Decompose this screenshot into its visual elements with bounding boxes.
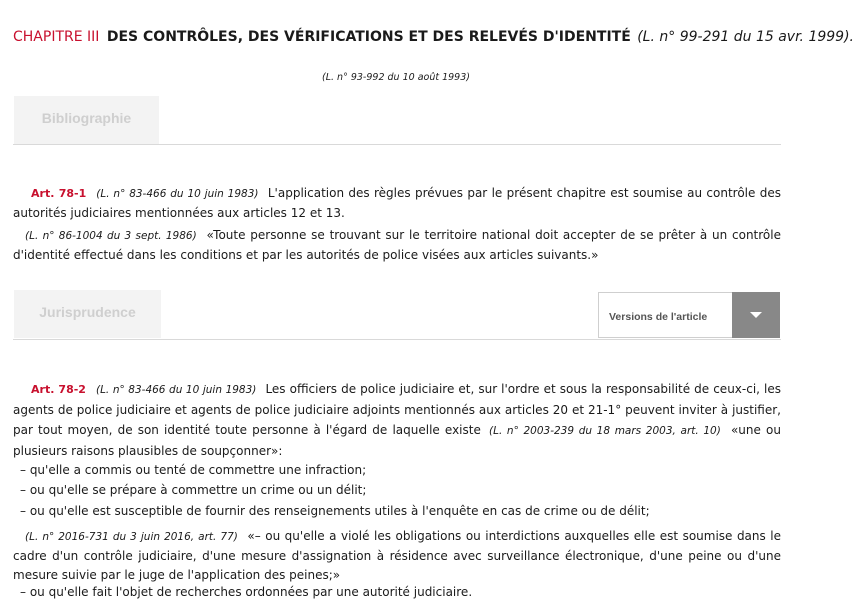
chapter-title: DES CONTRÔLES, DES VÉRIFICATIONS ET DES RELEVÉS D'IDENTITÉ <box>106 29 631 45</box>
legal-reference: (L. n° 83-466 du 10 juin 1983) <box>96 188 259 200</box>
tab-jurisprudence[interactable]: Jurisprudence <box>14 290 161 338</box>
chevron-down-icon <box>750 312 762 318</box>
chapter-subreference: (L. n° 93-992 du 10 août 1993) <box>322 72 470 83</box>
divider <box>13 144 781 145</box>
article-text: «– ou qu'elle a violé les obligations ou interdictions auxquelles elle est soumise dans le cadre d'un contrôle judiciaire, d'une mesure d'assignation à résidence avec surveillance électronique, d'une peine ou d'une mesure suivie par le juge de l'application des peines;» <box>13 529 781 582</box>
chapter-heading <box>13 27 854 47</box>
divider <box>13 339 781 340</box>
legal-reference: (L. n° 2016-731 du 3 juin 2016, art. 77) <box>25 531 238 543</box>
legal-reference: (L. n° 83-466 du 10 juin 1983) <box>95 384 257 396</box>
article-label: Art. 78-1 <box>31 187 87 200</box>
list-item: – ou qu'elle est susceptible de fournir des renseignements utiles à l'enquête en cas de crime ou de délit; <box>20 504 650 518</box>
article-78-1 <box>13 184 781 223</box>
versions-dropdown[interactable] <box>598 292 780 338</box>
article-text: Les officiers de police judiciaire et, sur l'ordre et sous la responsabilité de ceux-ci, les agents de police judiciaire et agents de police judiciaire adjoints mentionnés aux articles 20 et 21-1° <box>13 382 781 417</box>
article-78-2 <box>13 379 781 461</box>
article-78-1-paragraph-2 <box>13 226 781 265</box>
versions-toggle-button[interactable] <box>732 292 780 338</box>
article-text: peuvent inviter à justifier, par tout moyen, de son identité toute personne à l'égard de laquelle existe <box>13 403 781 437</box>
chapter-reference: (L. n° 99-291 du 15 avr. 1999). <box>637 29 854 45</box>
article-text: L'application des règles prévues par le présent chapitre est soumise au contrôle des autorités judiciaires mentionnées aux articles 12 et 13. <box>13 186 781 220</box>
article-78-2-amendment <box>13 527 781 585</box>
chapter-number: CHAPITRE III <box>13 29 100 45</box>
tab-bibliographie[interactable]: Bibliographie <box>14 96 159 144</box>
list-item: – ou qu'elle fait l'objet de recherches ordonnées par une autorité judiciaire. <box>20 585 473 599</box>
article-text: «une ou plusieurs raisons plausibles de soupçonner»: <box>13 423 781 458</box>
article-text: «Toute personne se trouvant sur le territoire national doit accepter de se prêter à un contrôle d'identité effectué dans les conditions et par les autorités de police visées aux articles suivants.» <box>13 228 781 262</box>
legal-reference: (L. n° 86-1004 du 3 sept. 1986) <box>25 230 197 242</box>
versions-label: Versions de l'article <box>609 311 708 323</box>
list-item: – qu'elle a commis ou tenté de commettre une infraction; <box>20 463 367 477</box>
list-item: – ou qu'elle se prépare à commettre un crime ou un délit; <box>20 483 367 497</box>
article-label: Art. 78-2 <box>31 383 86 396</box>
legal-reference: (L. n° 2003-239 du 18 mars 2003, art. 10) <box>489 425 721 437</box>
